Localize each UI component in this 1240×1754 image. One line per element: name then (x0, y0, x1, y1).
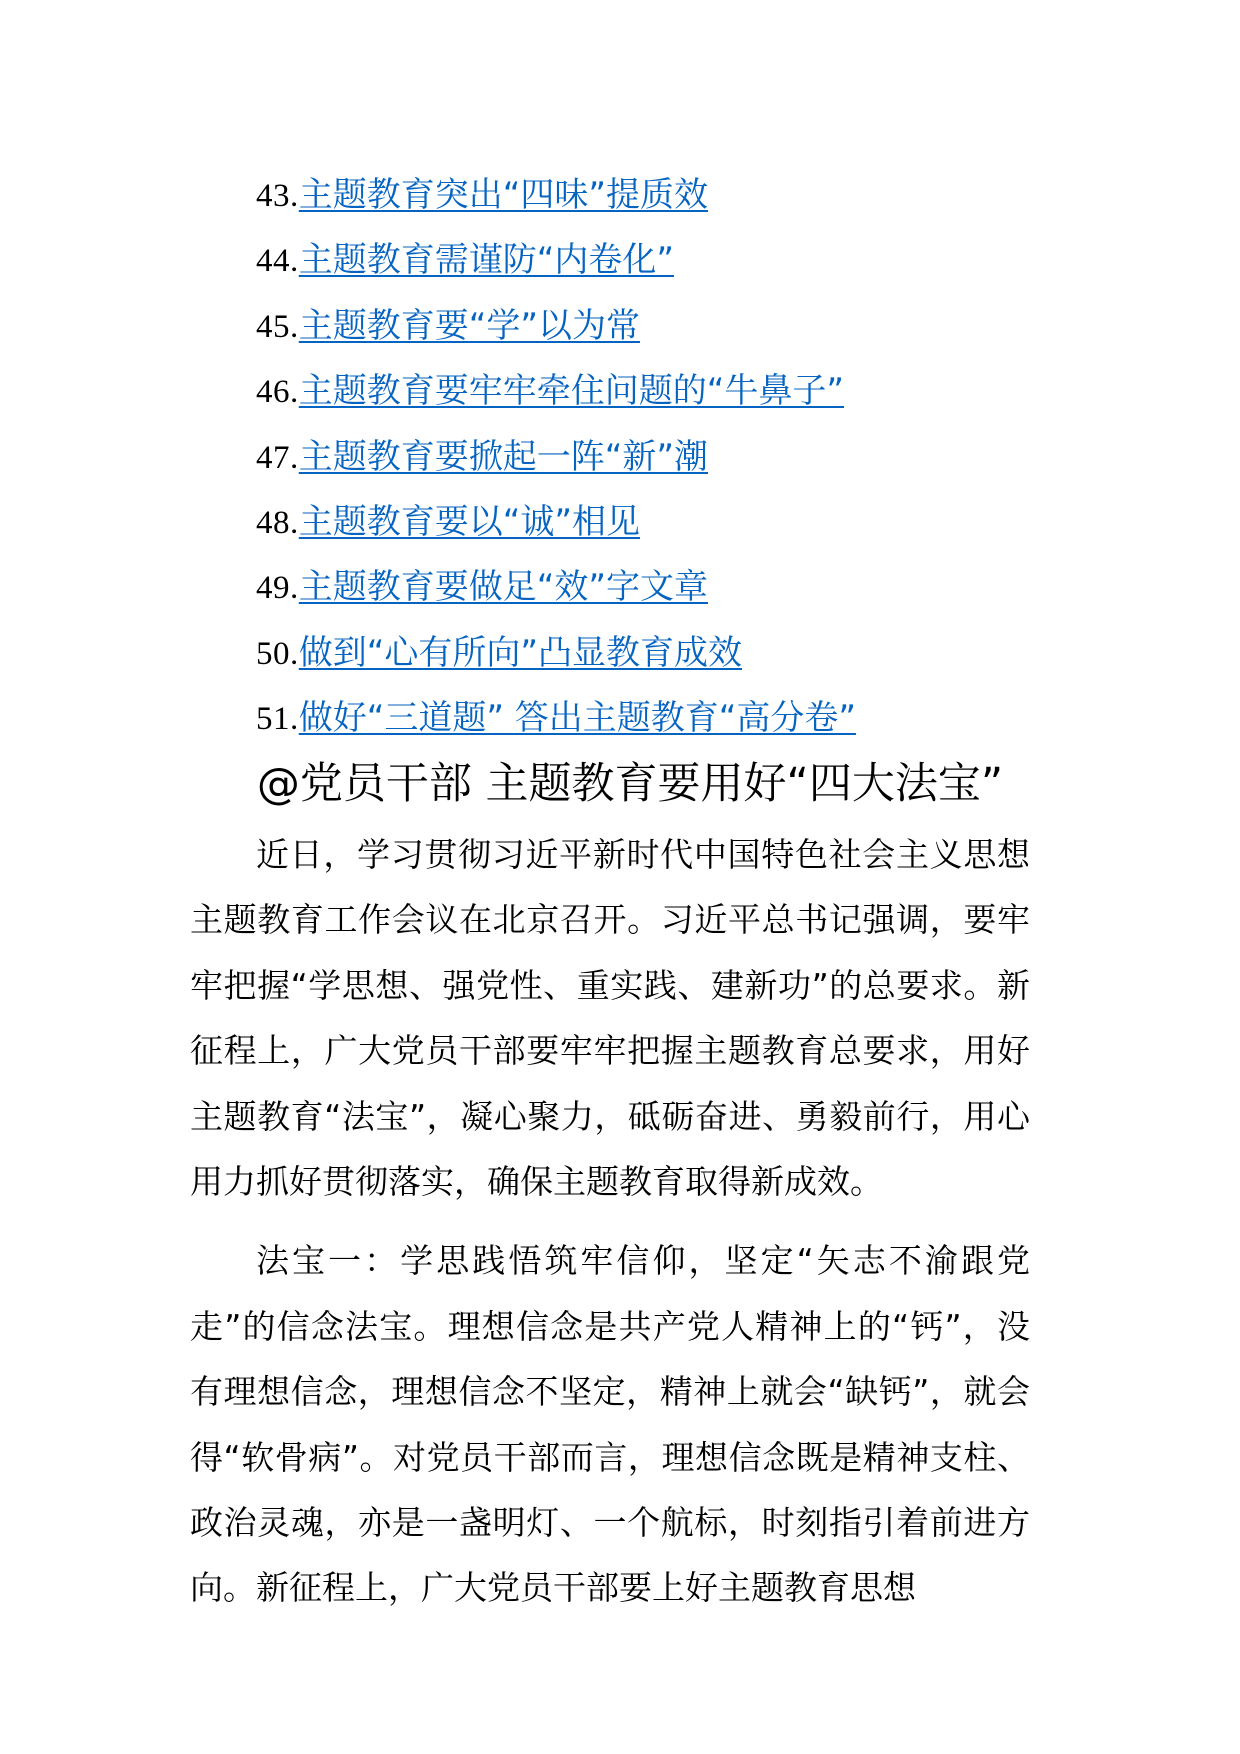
article-body (190, 822, 1030, 1621)
toc-link[interactable]: 做好“三道题” 答出主题教育“高分卷” (298, 698, 857, 739)
toc-link[interactable]: 主题教育需谨防“内卷化” (298, 240, 674, 281)
toc-link[interactable]: 做到“心有所向”凸显教育成效 (298, 632, 742, 673)
toc-item-number: 43. (256, 178, 299, 214)
toc-item-number: 47. (256, 439, 299, 476)
toc-item (256, 562, 1156, 627)
toc-item (256, 235, 1156, 300)
toc-item (256, 366, 1156, 431)
toc-item-number: 48. (256, 504, 299, 541)
toc-link[interactable]: 主题教育要掀起一阵“新”潮 (298, 436, 708, 477)
toc-item-number: 51. (256, 701, 299, 738)
toc-link[interactable]: 主题教育突出“四味”提质效 (298, 175, 708, 215)
toc-item (256, 432, 1156, 497)
paragraph-intro: 近日，学习贯彻习近平新时代中国特色社会主义思想主题教育工作会议在北京召开。习近平总书记强调，要牢牢把握“学思想、强党性、重实践、建新功”的总要求。新征程上，广大党员干部要牢牢把握主题教育总要求，用好主题教育“法宝”，凝心聚力，砥砺奋进、勇毅前行，用心用力抓好贯彻落实，确保主题教育取得新成效。 (190, 835, 1030, 1202)
toc-item (256, 301, 1156, 366)
toc-item (256, 693, 1156, 758)
article-title: @党员干部 主题教育要用好“四大法宝” (256, 759, 1004, 809)
toc-link[interactable]: 主题教育要做足“效”字文章 (298, 567, 708, 608)
table-of-contents (256, 170, 1156, 759)
toc-item-number: 49. (256, 570, 299, 607)
paragraph-treasure-one: 法宝一：学思践悟筑牢信仰，坚定“矢志不渝跟党走”的信念法宝。理想信念是共产党人精神上的“钙”，没有理想信念，理想信念不坚定，精神上就会“缺钙”，就会得“软骨病”。对党员干部而言，理想信念既是精神支柱、政治灵魂，亦是一盏明灯、一个航标，时刻指引着前进方向。新征程上，广大党员干部要上好主题教育思想 (190, 1241, 1030, 1608)
toc-item (256, 628, 1156, 693)
toc-link[interactable]: 主题教育要以“诚”相见 (298, 501, 640, 542)
toc-link[interactable]: 主题教育要“学”以为常 (298, 305, 640, 346)
toc-item-number: 45. (256, 308, 299, 345)
toc-item (256, 497, 1156, 562)
toc-item (256, 170, 1156, 235)
toc-link[interactable]: 主题教育要牢牢牵住问题的“牛鼻子” (298, 371, 844, 412)
toc-item-number: 46. (256, 374, 299, 411)
toc-item-number: 50. (256, 635, 299, 672)
toc-item-number: 44. (256, 243, 299, 280)
